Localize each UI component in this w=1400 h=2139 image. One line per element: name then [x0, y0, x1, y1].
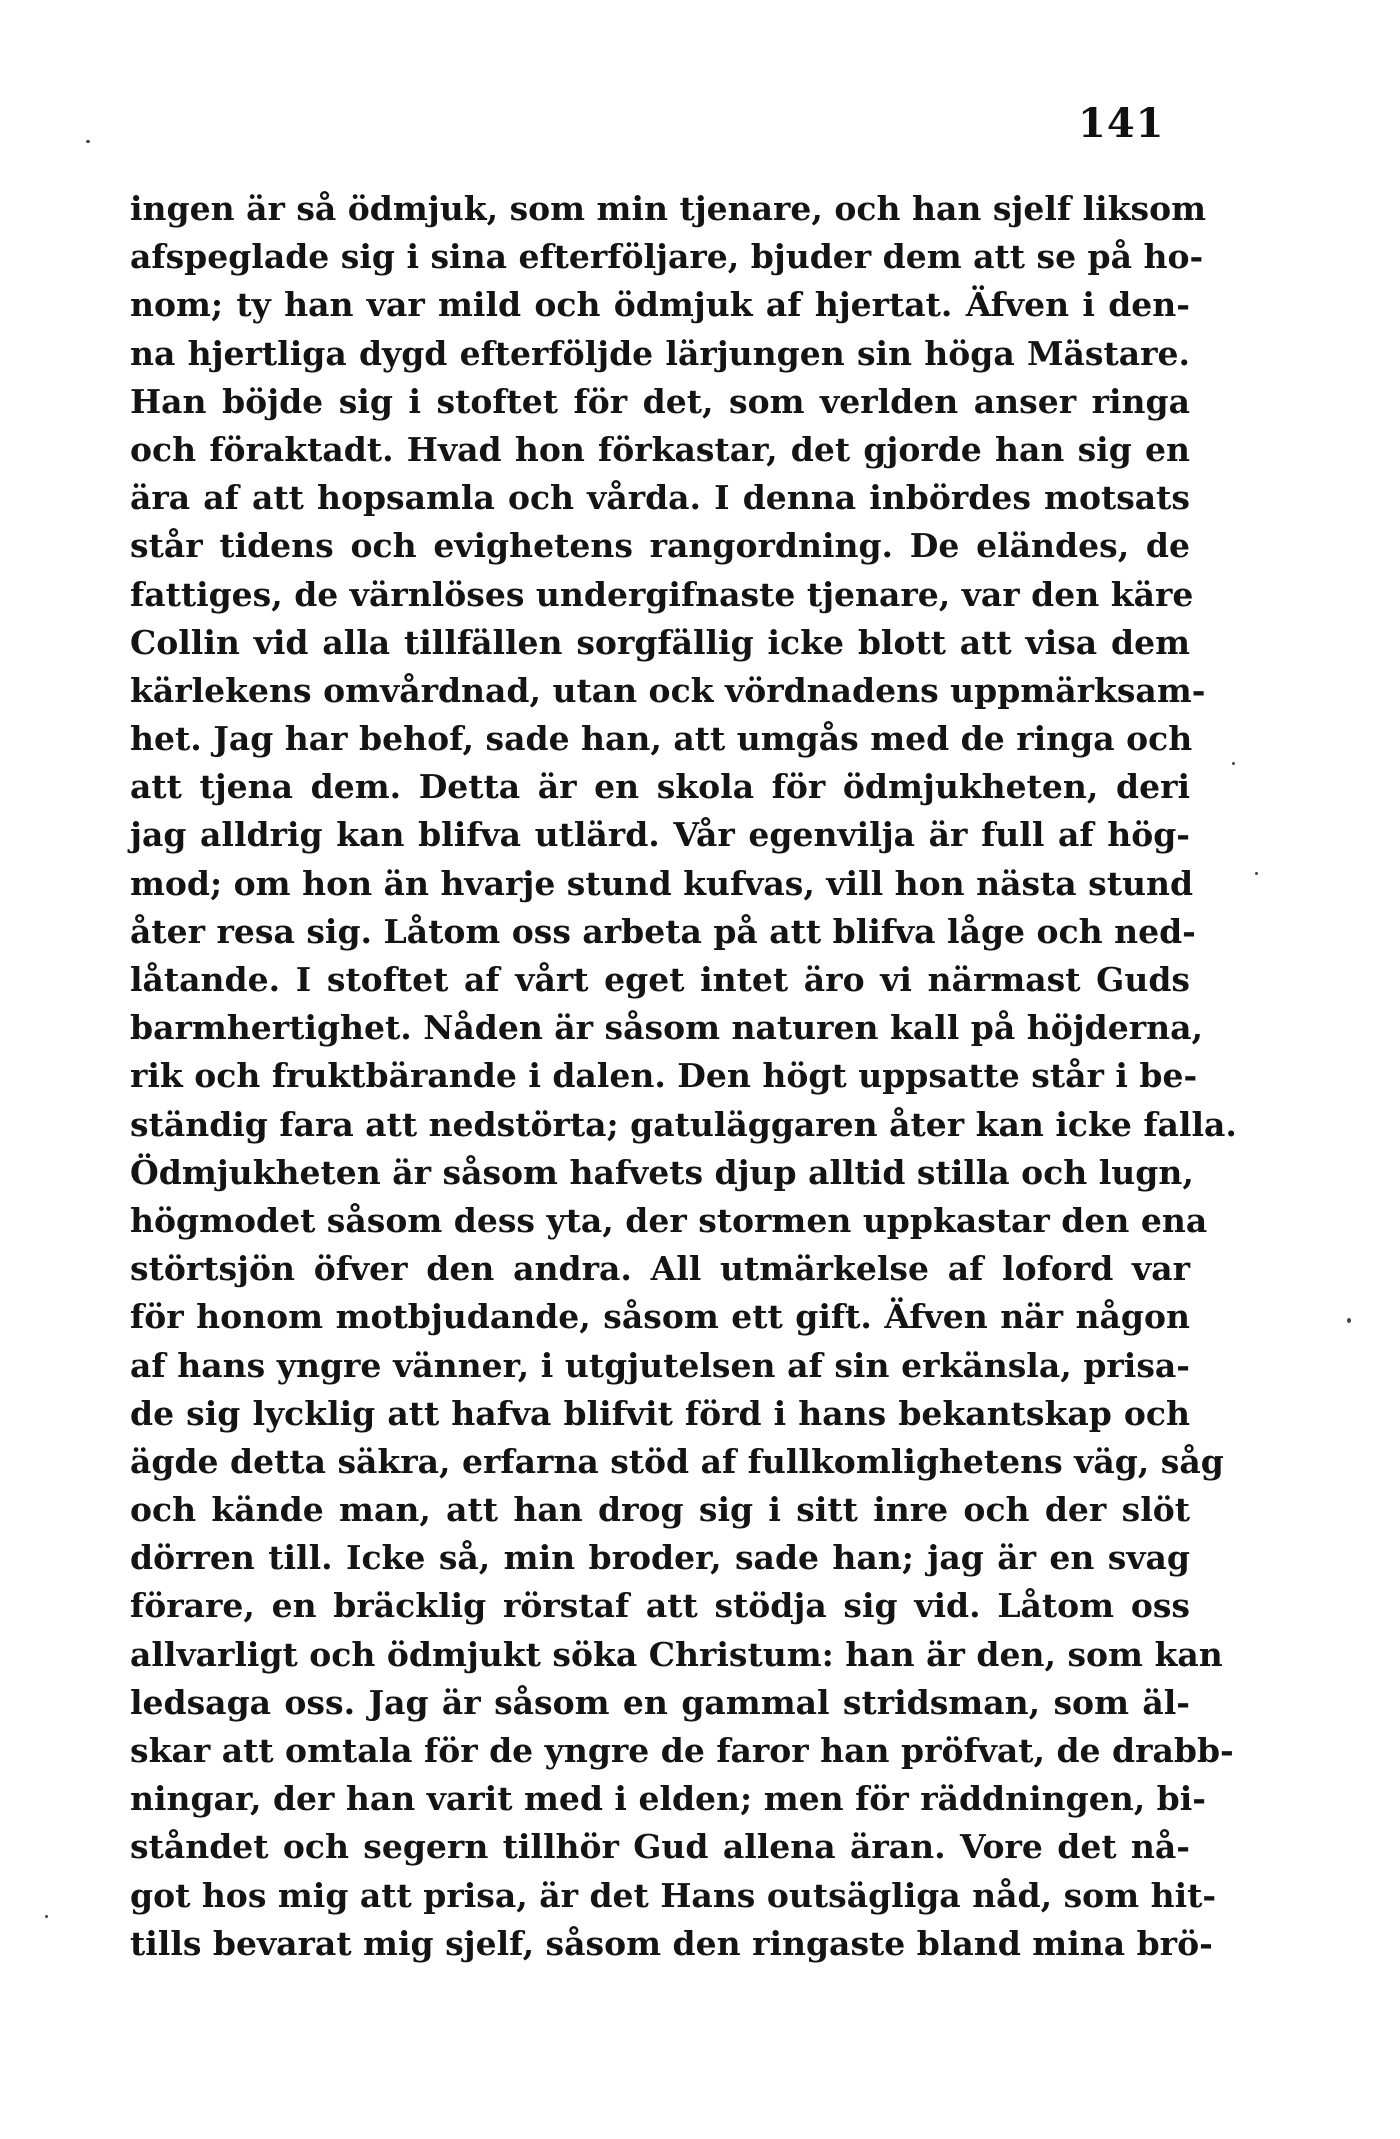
page-number: 141 [1078, 100, 1165, 147]
text-line: fattiges, de värnlöses undergifnaste tjenare, var den käre [130, 574, 1194, 614]
text-line: barmhertighet. Nåden är såsom naturen kall på höjderna, [130, 1008, 1203, 1048]
text-line: står tidens och evighetens rangordning. De eländes, de [130, 526, 1190, 566]
print-speck [45, 1915, 48, 1918]
text-line: ära af att hopsamla och vårda. I denna inbördes motsats [130, 478, 1190, 518]
text-line: ledsaga oss. Jag är såsom en gammal stridsman, som äl- [130, 1682, 1190, 1722]
body-text [130, 185, 1237, 1968]
text-line: jag alldrig kan blifva utlärd. Vår egenvilja är full af hög- [130, 815, 1190, 855]
text-line: tills bevarat mig sjelf, såsom den ringaste bland mina brö- [130, 1923, 1213, 1963]
text-line: ägde detta säkra, erfarna stöd af fullkomlighetens väg, såg [130, 1441, 1224, 1481]
text-line: störtsjön öfver den andra. All utmärkelse af loford var [130, 1249, 1190, 1289]
text-line: ningar, der han varit med i elden; men för räddningen, bi- [130, 1779, 1206, 1819]
text-line: och föraktadt. Hvad hon förkastar, det gjorde han sig en [130, 429, 1190, 469]
print-speck [1255, 872, 1258, 875]
text-line: att tjena dem. Detta är en skola för ödmjukheten, deri [130, 767, 1190, 807]
text-line: de sig lycklig att hafva blifvit förd i hans bekantskap och [130, 1393, 1190, 1433]
text-line: Ödmjukheten är såsom hafvets djup alltid stilla och lugn, [130, 1152, 1194, 1192]
text-line: rik och fruktbärande i dalen. Den högt uppsatte står i be- [130, 1056, 1198, 1096]
text-line: mod; om hon än hvarje stund kufvas, vill hon nästa stund [130, 863, 1194, 903]
print-speck [1232, 762, 1235, 765]
text-line: och kände man, att han drog sig i sitt inre och der slöt [130, 1490, 1190, 1530]
text-line: högmodet såsom dess yta, der stormen uppkastar den ena [130, 1200, 1208, 1240]
text-line: låtande. I stoftet af vårt eget intet äro vi närmast Guds [130, 960, 1190, 999]
text-line: got hos mig att prisa, är det Hans outsägliga nåd, som hit- [130, 1875, 1217, 1915]
text-line: förare, en bräcklig rörstaf att stödja sig vid. Låtom oss [130, 1586, 1190, 1626]
text-line: ständig fara att nedstörta; gatuläggaren åter kan icke falla. [130, 1104, 1237, 1144]
text-line: kärlekens omvårdnad, utan ock vördnadens uppmärksam- [130, 670, 1206, 710]
text-line: dörren till. Icke så, min broder, sade han; jag är en svag [130, 1538, 1190, 1578]
text-line: het. Jag har behof, sade han, att umgås med de ringa och [130, 719, 1193, 759]
text-line: för honom motbjudande, såsom ett gift. Äfven när någon [130, 1297, 1190, 1337]
text-line: ståndet och segern tillhör Gud allena äran. Vore det nå- [130, 1827, 1190, 1867]
text-line: af hans yngre vänner, i utgjutelsen af sin erkänsla, prisa- [130, 1345, 1190, 1385]
print-speck [86, 140, 90, 143]
print-speck [1347, 1318, 1351, 1323]
text-line: åter resa sig. Låtom oss arbeta på att blifva låge och ned- [130, 911, 1196, 951]
text-line: ingen är så ödmjuk, som min tjenare, och han sjelf liksom [130, 189, 1207, 228]
text-line: skar att omtala för de yngre de faror han pröfvat, de drabb- [130, 1731, 1234, 1770]
text-line: Collin vid alla tillfällen sorgfällig icke blott att visa dem [130, 622, 1190, 662]
text-line: nom; ty han var mild och ödmjuk af hjertat. Äfven i den- [130, 285, 1190, 325]
text-line: allvarligt och ödmjukt söka Christum: han är den, som kan [130, 1634, 1223, 1674]
text-line: afspeglade sig i sina efterföljare, bjuder dem att se på ho- [130, 237, 1204, 277]
text-line: Han böjde sig i stoftet för det, som verlden anser ringa [130, 381, 1190, 421]
text-line: na hjertliga dygd efterföljde lärjungen sin höga Mästare. [130, 333, 1190, 373]
